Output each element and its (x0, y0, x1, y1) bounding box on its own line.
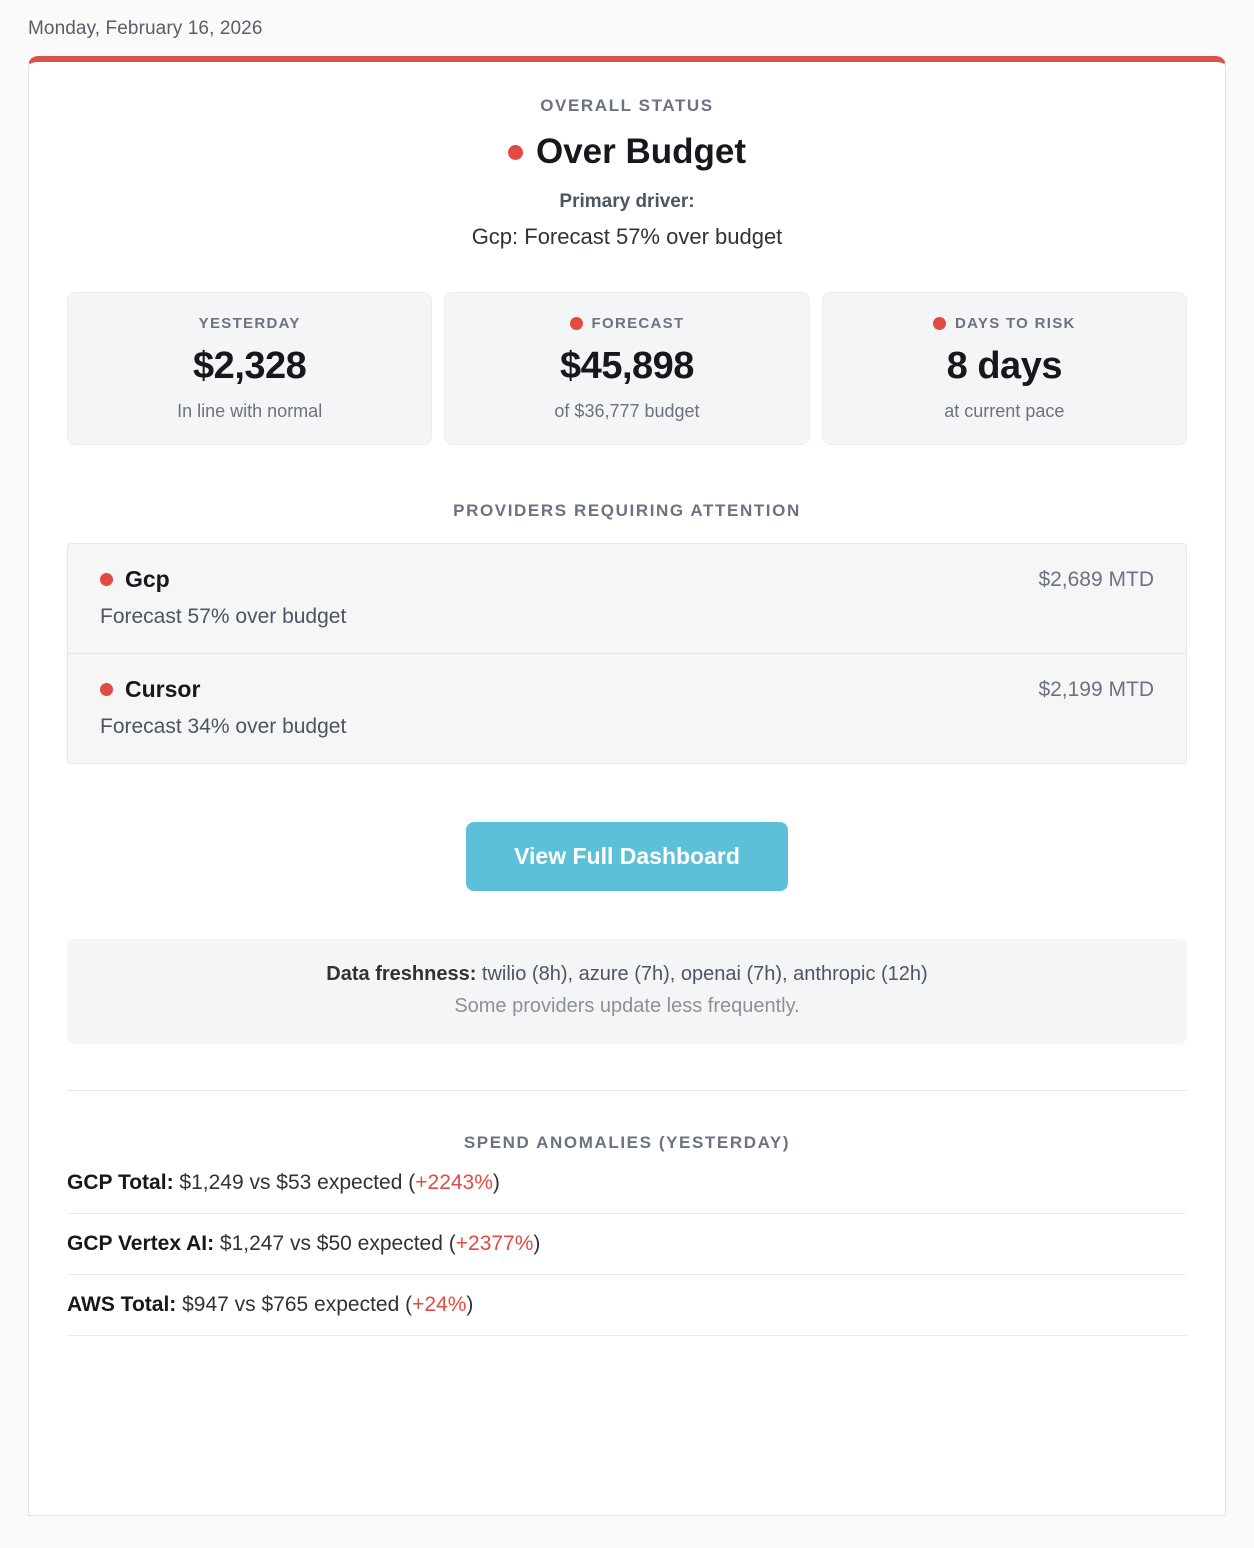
metric-label (833, 315, 1176, 332)
provider-row-header (100, 676, 1154, 703)
data-freshness-label: Data freshness: (326, 963, 477, 985)
metric-card-days-to-risk (822, 292, 1187, 445)
anomaly-percent: +24% (412, 1293, 467, 1316)
anomaly-close-paren: ) (492, 1171, 500, 1194)
anomaly-detail: $1,249 vs $53 expected ( (179, 1171, 416, 1194)
metric-value: $2,328 (193, 345, 307, 387)
provider-name-group (100, 566, 170, 593)
overall-status-headline (67, 132, 1187, 172)
metric-card-yesterday (67, 292, 432, 445)
data-freshness-note: Some providers update less frequently. (454, 995, 800, 1017)
alert-dot-icon (100, 683, 113, 696)
metric-label (455, 315, 798, 332)
alert-dot-icon (570, 317, 583, 330)
table-row (67, 1153, 1187, 1214)
table-row (67, 1275, 1187, 1336)
anomaly-name: AWS Total: (67, 1293, 177, 1316)
metric-card-forecast (444, 292, 809, 445)
provider-name-group (100, 676, 200, 703)
data-freshness-panel (67, 939, 1187, 1044)
anomaly-name: GCP Total: (67, 1171, 174, 1194)
provider-name: Cursor (125, 676, 201, 702)
provider-note: Forecast 57% over budget (100, 605, 347, 628)
metrics-row (67, 292, 1187, 445)
overall-status-label: OVERALL STATUS (540, 96, 714, 115)
anomaly-close-paren: ) (466, 1293, 474, 1316)
data-freshness-values: twilio (8h), azure (7h), openai (7h), anthropic (12h) (481, 963, 928, 985)
section-divider (67, 1090, 1187, 1091)
provider-note: Forecast 34% over budget (100, 715, 347, 738)
metric-subtext: of $36,777 budget (554, 401, 700, 421)
metric-title: FORECAST (591, 315, 685, 332)
report-card (28, 56, 1226, 1516)
spend-anomalies-heading: SPEND ANOMALIES (YESTERDAY) (463, 1133, 791, 1152)
providers-list (67, 543, 1187, 764)
data-freshness-line (87, 963, 1167, 986)
metric-title: YESTERDAY (198, 315, 301, 332)
anomaly-close-paren: ) (533, 1232, 541, 1255)
cta-container (67, 822, 1187, 891)
provider-name: Gcp (125, 566, 170, 592)
anomaly-percent: +2377% (455, 1232, 534, 1255)
metric-value: 8 days (946, 345, 1062, 387)
metric-subtext: In line with normal (177, 401, 323, 421)
report-date: Monday, February 16, 2026 (28, 18, 263, 39)
anomaly-name: GCP Vertex AI: (67, 1232, 215, 1255)
providers-heading: PROVIDERS REQUIRING ATTENTION (453, 501, 801, 520)
status-dot-icon (508, 145, 523, 160)
list-item[interactable] (68, 544, 1186, 654)
anomaly-detail: $1,247 vs $50 expected ( (219, 1232, 456, 1255)
provider-mtd: $2,199 MTD (1038, 677, 1154, 701)
metric-label (78, 315, 421, 332)
view-full-dashboard-button[interactable]: View Full Dashboard (466, 822, 788, 891)
metric-title: DAYS TO RISK (955, 315, 1076, 332)
list-item[interactable] (68, 654, 1186, 763)
alert-dot-icon (933, 317, 946, 330)
alert-dot-icon (100, 573, 113, 586)
metric-subtext: at current pace (944, 401, 1065, 421)
provider-mtd: $2,689 MTD (1038, 567, 1154, 591)
overall-status-text: Over Budget (535, 132, 747, 171)
provider-row-header (100, 566, 1154, 593)
primary-driver-label: Primary driver: (559, 191, 695, 212)
anomaly-percent: +2243% (415, 1171, 493, 1194)
metric-value: $45,898 (560, 345, 694, 387)
anomaly-detail: $947 vs $765 expected ( (182, 1293, 413, 1316)
table-row (67, 1214, 1187, 1275)
primary-driver-text: Gcp: Forecast 57% over budget (471, 224, 783, 249)
